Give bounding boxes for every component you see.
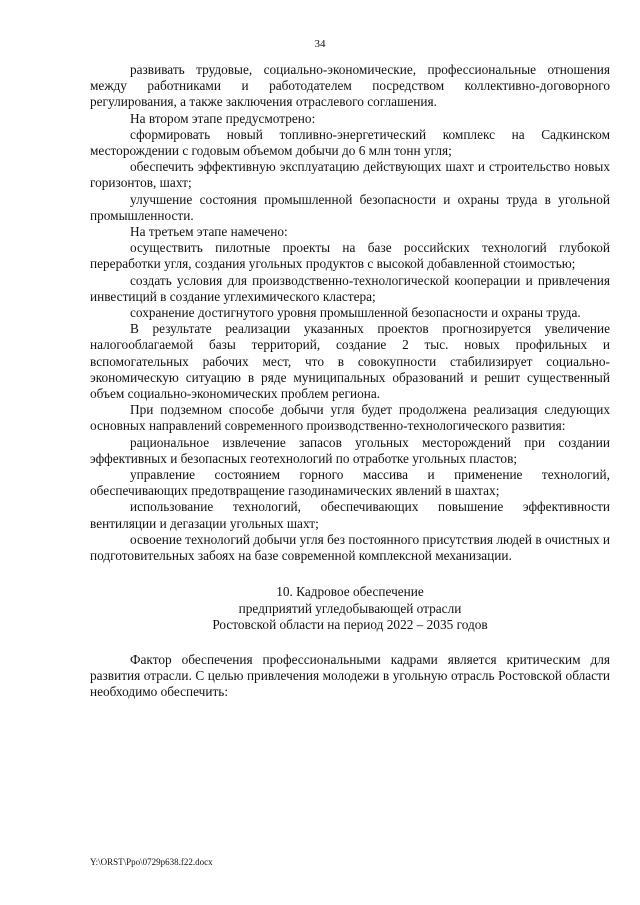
- section-heading-line: 10. Кадровое обеспечение: [276, 584, 424, 600]
- paragraph: улучшение состояния промышленной безопасности и охраны труда в угольной промышленности.: [90, 191, 610, 223]
- page-number: 34: [314, 38, 326, 50]
- section-heading: [90, 584, 610, 634]
- footer-file-path: Y:\ORST\Ppo\0729p638.f22.docx: [90, 857, 213, 867]
- paragraph: сохранение достигнутого уровня промышленной безопасности и охраны труда.: [130, 305, 581, 321]
- paragraph: На третьем этапе намечено:: [130, 224, 288, 240]
- paragraph: На втором этапе предусмотрено:: [130, 110, 316, 126]
- paragraph: осуществить пилотные проекты на базе российских технологий глубокой переработки угля, создания угольных продуктов с высокой добавленной стоимостью;: [90, 240, 610, 272]
- paragraph: При подземном способе добычи угля будет продолжена реализация следующих основных направлений современного производственно-технологического развития:: [90, 402, 610, 434]
- paragraph: создать условия для производственно-технологической кооперации и привлечения инвестиций в создание углехимического кластера;: [90, 272, 610, 304]
- paragraph: использование технологий, обеспечивающих повышение эффективности вентиляции и дегазации угольных шахт;: [90, 499, 610, 531]
- paragraph: сформировать новый топливно-энергетический комплекс на Садкинском месторождении с годовым объемом добычи до 6 млн тонн угля;: [90, 126, 610, 159]
- section-heading-line: Ростовской области на период 2022 – 2035 годов: [212, 617, 488, 633]
- document-body: [90, 62, 610, 700]
- paragraph: освоение технологий добычи угля без постоянного присутствия людей в очистных и подготовительных забоях на базе современной комплексной механизации.: [90, 531, 610, 564]
- closing-paragraph: Фактор обеспечения профессиональными кадрами является критическим для развития отрасли. С целью привлечения молодежи в угольную отрасль Ростовской области необходимо обеспечить:: [90, 651, 610, 700]
- paragraph: развивать трудовые, социально-экономические, профессиональные отношения между работниками и работодателем посредством коллективно-договорного регулирования, а также заключения отраслевого соглашения.: [90, 62, 610, 110]
- paragraph: обеспечить эффективную эксплуатацию действующих шахт и строительство новых горизонтов, шахт;: [90, 159, 610, 191]
- paragraph: рациональное извлечение запасов угольных месторождений при создании эффективных и безопасных геотехнологий по отработке угольных пластов;: [90, 434, 610, 466]
- section-heading-line: предприятий угледобывающей отрасли: [238, 600, 462, 616]
- paragraph: В результате реализации указанных проектов прогнозируется увеличение налогооблагаемой базы территорий, создание 2 тыс. новых профильных и вспомогательных рабочих мест, что в совокупности стабилизирует социально-экономическую ситуацию в ряде муниципальных образований и решит существенный объем социально-экономических проблем региона.: [90, 321, 610, 402]
- paragraph: управление состоянием горного массива и применение технологий, обеспечивающих предотвращение газодинамических явлений в шахтах;: [90, 467, 610, 499]
